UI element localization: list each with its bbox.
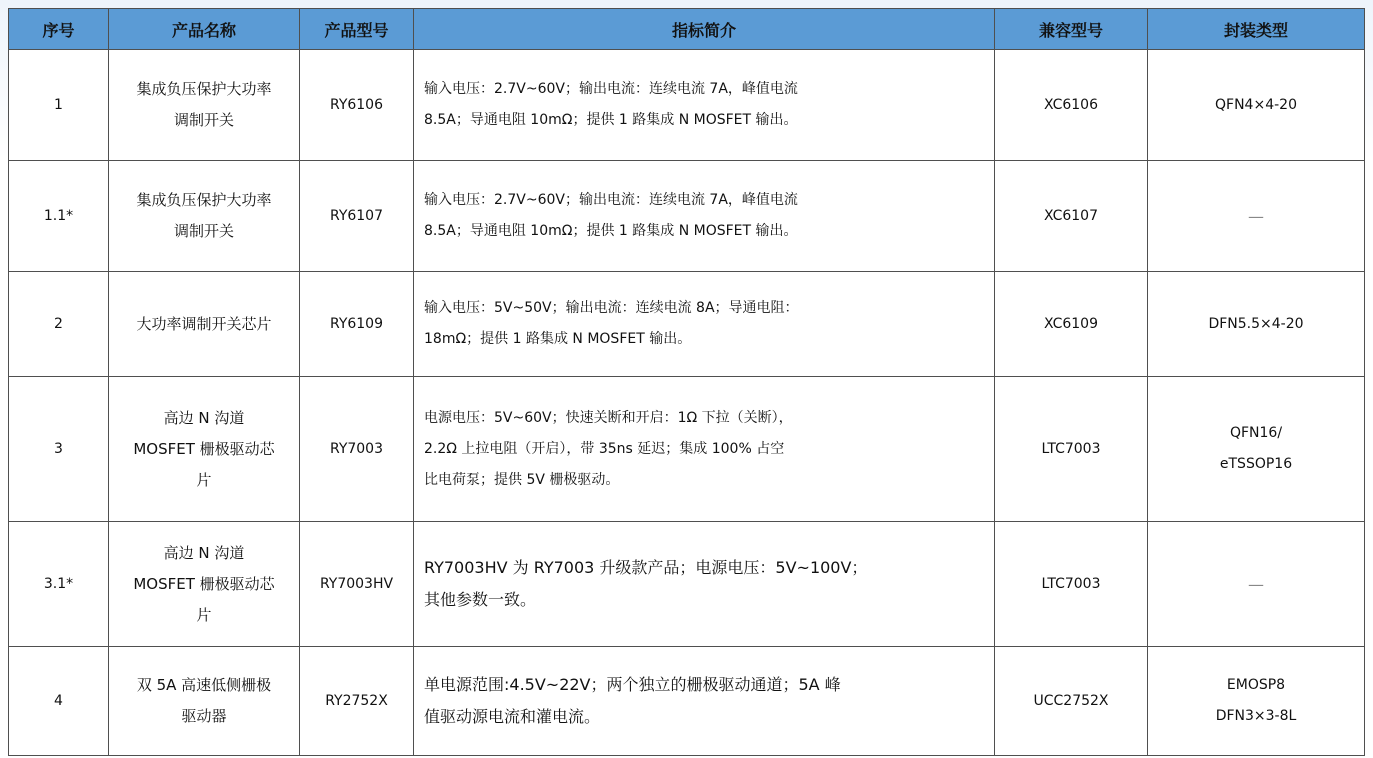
- name-line: 双 5A 高速低侧栅极: [136, 676, 272, 694]
- cell-model: RY2752X: [300, 647, 414, 756]
- product-table: [8, 8, 1365, 756]
- name-line: MOSFET 栅极驱动芯: [133, 574, 275, 593]
- cell-product-name: [109, 647, 300, 756]
- cell-seq: 1: [9, 50, 109, 161]
- spec-line: 8.5A；导通电阻 10mΩ；提供 1 路集成 N MOSFET 输出。: [424, 112, 798, 128]
- cell-package: [1148, 50, 1365, 161]
- name-line: 集成负压保护大功率: [136, 80, 272, 98]
- package-line: —: [1248, 206, 1264, 226]
- cell-seq: 2: [9, 272, 109, 377]
- cell-spec: [414, 522, 995, 647]
- table-row: [9, 647, 1365, 756]
- cell-model: RY6109: [300, 272, 414, 377]
- cell-spec: [414, 272, 995, 377]
- package-line: QFN16/: [1229, 425, 1283, 441]
- name-line: 高边 N 沟道: [163, 543, 245, 562]
- cell-seq: 1.1*: [9, 161, 109, 272]
- name-line: 调制开关: [173, 222, 234, 240]
- table-row: [9, 161, 1365, 272]
- cell-model: RY7003HV: [300, 522, 414, 647]
- spec-line: 2.2Ω 上拉电阻（开启），带 35ns 延迟；集成 100% 占空: [424, 440, 785, 457]
- name-line: 大功率调制开关芯片: [136, 314, 272, 333]
- cell-product-name: [109, 161, 300, 272]
- spec-line: 18mΩ；提供 1 路集成 N MOSFET 输出。: [424, 331, 692, 347]
- table-header-row: [9, 9, 1365, 50]
- cell-model: RY6106: [300, 50, 414, 161]
- table-row: [9, 522, 1365, 647]
- name-line: 集成负压保护大功率: [136, 191, 272, 209]
- cell-seq: 4: [9, 647, 109, 756]
- name-line: 片: [196, 470, 212, 489]
- package-line: —: [1248, 574, 1264, 594]
- cell-model: RY6107: [300, 161, 414, 272]
- spec-line: RY7003HV 为 RY7003 升级款产品；电源电压：5V~100V；: [424, 558, 868, 577]
- header-spec-summary: 指标简介: [414, 9, 995, 50]
- spec-line: 其他参数一致。: [424, 590, 537, 609]
- name-line: 片: [196, 605, 212, 624]
- cell-compat: UCC2752X: [995, 647, 1148, 756]
- cell-product-name: [109, 522, 300, 647]
- spec-line: 输入电压：5V~50V；输出电流：连续电流 8A；导通电阻：: [424, 300, 799, 316]
- package-line: DFN3×3-8L: [1215, 708, 1297, 724]
- spec-line: 比电荷泵；提供 5V 栅极驱动。: [424, 471, 620, 488]
- cell-product-name: [109, 377, 300, 522]
- name-line: 高边 N 沟道: [163, 408, 245, 427]
- header-product-model: 产品型号: [300, 9, 414, 50]
- cell-product-name: [109, 50, 300, 161]
- header-seq: 序号: [9, 9, 109, 50]
- spec-line: 8.5A；导通电阻 10mΩ；提供 1 路集成 N MOSFET 输出。: [424, 223, 798, 239]
- header-package-type: 封装类型: [1148, 9, 1365, 50]
- spec-line: 输入电压：2.7V~60V；输出电流：连续电流 7A，峰值电流: [424, 81, 798, 97]
- package-line: eTSSOP16: [1219, 456, 1293, 472]
- header-compatible-model: 兼容型号: [995, 9, 1148, 50]
- spec-line: 输入电压：2.7V~60V；输出电流：连续电流 7A，峰值电流: [424, 192, 798, 208]
- cell-seq: 3: [9, 377, 109, 522]
- cell-seq: 3.1*: [9, 522, 109, 647]
- name-line: 调制开关: [173, 111, 234, 129]
- spec-line: 电源电压：5V~60V；快速关断和开启：1Ω 下拉（关断），: [424, 409, 793, 426]
- cell-compat: XC6109: [995, 272, 1148, 377]
- name-line: MOSFET 栅极驱动芯: [133, 439, 275, 458]
- name-line: 驱动器: [181, 707, 227, 725]
- package-line: DFN5.5×4-20: [1208, 315, 1304, 332]
- table-row: [9, 377, 1365, 522]
- header-product-name: 产品名称: [109, 9, 300, 50]
- cell-package: [1148, 522, 1365, 647]
- table-row: [9, 50, 1365, 161]
- cell-compat: LTC7003: [995, 377, 1148, 522]
- cell-package: [1148, 377, 1365, 522]
- package-line: EMOSP8: [1226, 677, 1286, 693]
- table-row: [9, 272, 1365, 377]
- cell-spec: [414, 647, 995, 756]
- cell-spec: [414, 50, 995, 161]
- spec-line: 值驱动源电流和灌电流。: [424, 707, 601, 726]
- cell-spec: [414, 161, 995, 272]
- cell-compat: LTC7003: [995, 522, 1148, 647]
- cell-compat: XC6106: [995, 50, 1148, 161]
- cell-product-name: [109, 272, 300, 377]
- package-line: QFN4×4-20: [1215, 96, 1297, 113]
- cell-package: [1148, 647, 1365, 756]
- cell-compat: XC6107: [995, 161, 1148, 272]
- cell-spec: [414, 377, 995, 522]
- cell-package: [1148, 272, 1365, 377]
- cell-model: RY7003: [300, 377, 414, 522]
- cell-package: [1148, 161, 1365, 272]
- spec-line: 单电源范围:4.5V~22V；两个独立的栅极驱动通道；5A 峰: [424, 675, 841, 694]
